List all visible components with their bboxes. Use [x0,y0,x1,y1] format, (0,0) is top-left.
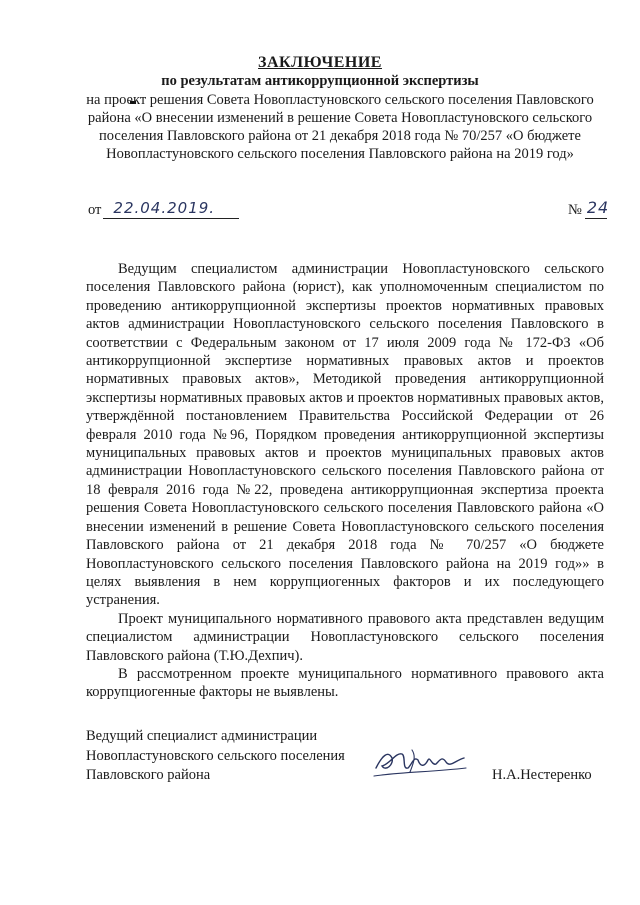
document-subtitle: по результатам антикоррупционной экспертизы [161,73,479,89]
signatory-position [86,727,345,786]
number-line [585,198,610,219]
handwritten-date: 22.04.2019. [113,199,216,217]
date-prefix: от [88,202,102,218]
handwritten-number: 24 [586,198,610,217]
position-line-1: Ведущий специалист администрации [86,728,318,744]
number-field [568,198,610,219]
body-paragraph-2: Проект муниципального нормативного правового акта представлен ведущим специалистом администрации Новопластуновского сельского поселения Павловского района (Т.Ю.Дехпич). [86,610,604,664]
date-line [103,200,239,219]
handwritten-signature [372,742,468,782]
body-paragraph-3: В рассмотренном проекте муниципального нормативного правового акта коррупциогенные факторы не выявлены. [86,665,604,701]
position-line-3: Павловского района [86,767,211,783]
position-line-2: Новопластуновского сельского поселения [86,747,345,764]
document-body [86,260,604,702]
body-paragraph-1: Ведущим специалистом администрации Новопластуновского сельского поселения Павловского района (юрист), как уполномоченным специалистом по проведению антикоррупционной экспертизы проектов нормативных правовых актов администрации Новопластуновского сельского поселения Павловского в соответствии с Федеральным законом от 17 июля 2009 года № 172-ФЗ «Об антикоррупционной экспертизе нормативных правовых актов и проектов нормативных правовых актов», Методикой проведения антикоррупционной экспертизы нормативных правовых актов и проектов нормативных правовых актов, утверждённой постановлением Правительства Российской Федерации от 26 февраля 2010 года №96, Порядком проведения антикоррупционной экспертизы муниципальных правовых актов и проектов муниципальных правовых актов администрации Новопластуновского сельского поселения Павловского района от 18 февраля 2016 года №22, проведена антикоррупционная экспертиза проекта решения Совета Новопластуновского сельского поселения Павловского района «О внесении изменений в решение Совета Новопластуновского сельского поселения Павловского района от 21 декабря 2018 года № 70/257 «О бюджете Новопластуновского сельского поселения Павловского района на 2019 год»» в целях выявления в нем коррупциогенных факторов и их последующего устранения. [86,261,604,609]
document-title: ЗАКЛЮЧЕНИЕ [258,54,382,71]
date-field [88,200,239,219]
signer-name: Н.А.Нестеренко [492,767,592,783]
number-prefix: № [568,202,582,218]
project-description: на проект решения Совета Новопластуновского сельского поселения Павловского района «О внесении изменений в решение Совета Новопластуновского сельского поселения Павловского района от 21 декабря 2018 года № 70/257 «О бюджете Новопластуновского сельского поселения Павловского района на 2019 год» [86,92,594,162]
